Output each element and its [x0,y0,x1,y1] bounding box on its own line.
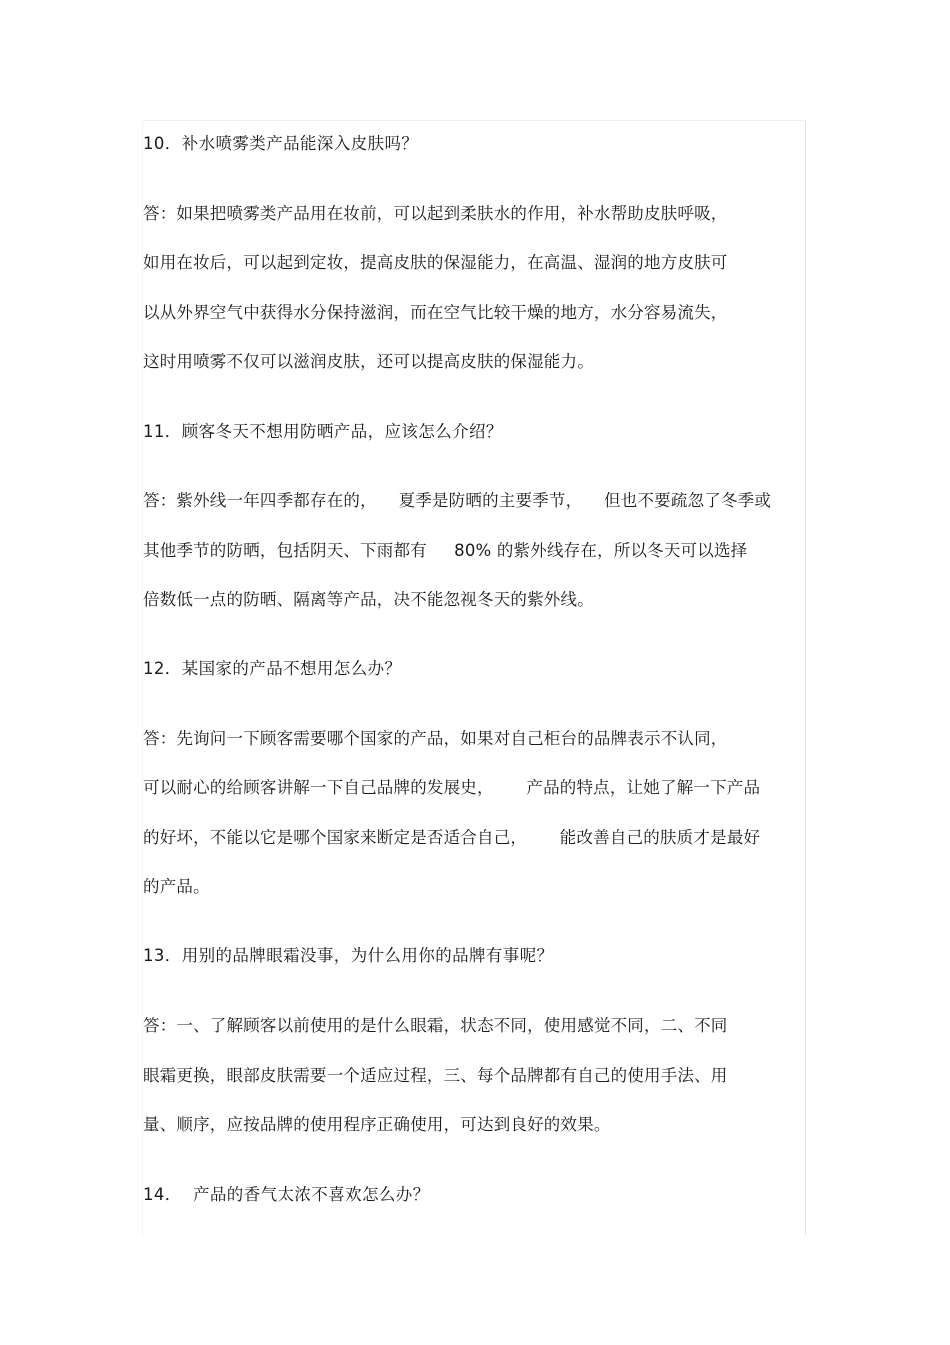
question-11 [143,421,503,443]
answer-12-line-4: 的产品。 [143,877,210,896]
answer-11-line-3: 倍数低一点的防晒、隔离等产品，决不能忽视冬天的紫外线。 [143,590,594,609]
question-number: 13． [143,946,182,965]
answer-11-line-2: 其他季节的防晒，包括阴天、下雨都有 80% 的紫外线存在，所以冬天可以选择 [143,541,748,560]
question-text: 顾客冬天不想用防晒产品，应该怎么介绍？ [181,422,503,441]
answer-12-line-2: 可以耐心的给顾客讲解一下自己品牌的发展史， 产品的特点，让她了解一下产品 [143,778,761,797]
answer-10-line-4: 这时用喷雾不仅可以滋润皮肤，还可以提高皮肤的保湿能力。 [143,352,594,371]
answer-10-line-1: 答：如果把喷雾类产品用在妆前，可以起到柔肤水的作用，补水帮助皮肤呼吸， [143,204,728,223]
question-number: 11． [143,422,182,441]
question-13 [143,945,554,967]
answer-10-line-2: 如用在妆后，可以起到定妆，提高皮肤的保湿能力，在高温、湿润的地方皮肤可 [143,253,728,272]
answer-12-line-3: 的好坏，不能以它是哪个国家来断定是否适合自己， 能改善自己的肤质才是最好 [143,828,761,847]
question-text: 产品的香气太浓不喜欢怎么办？ [181,1185,430,1204]
answer-13-line-2: 眼霜更换，眼部皮肤需要一个适应过程，三、每个品牌都有自己的使用手法、用 [143,1066,728,1085]
question-12 [143,658,401,680]
answer-13-line-3: 量、顺序，应按品牌的使用程序正确使用，可达到良好的效果。 [143,1115,611,1134]
question-text: 用别的品牌眼霜没事，为什么用你的品牌有事呢？ [181,946,554,965]
question-14 [143,1184,430,1206]
question-10 [143,133,418,155]
question-text: 某国家的产品不想用怎么办？ [181,659,402,678]
question-number: 10． [143,134,182,153]
answer-10-line-3: 以从外界空气中获得水分保持滋润，而在空气比较干燥的地方，水分容易流失， [143,303,728,322]
answer-12-line-1: 答：先询问一下顾客需要哪个国家的产品，如果对自己柜台的品牌表示不认同， [143,729,728,748]
answer-11-line-1: 答：紫外线一年四季都存在的， 夏季是防晒的主要季节， 但也不要疏忽了冬季或 [143,491,772,510]
question-number: 12． [143,659,182,678]
answer-13-line-1: 答：一、了解顾客以前使用的是什么眼霜，状态不同，使用感觉不同，二、不同 [143,1016,728,1035]
question-number: 14． [143,1185,182,1204]
question-text: 补水喷雾类产品能深入皮肤吗？ [181,134,419,153]
